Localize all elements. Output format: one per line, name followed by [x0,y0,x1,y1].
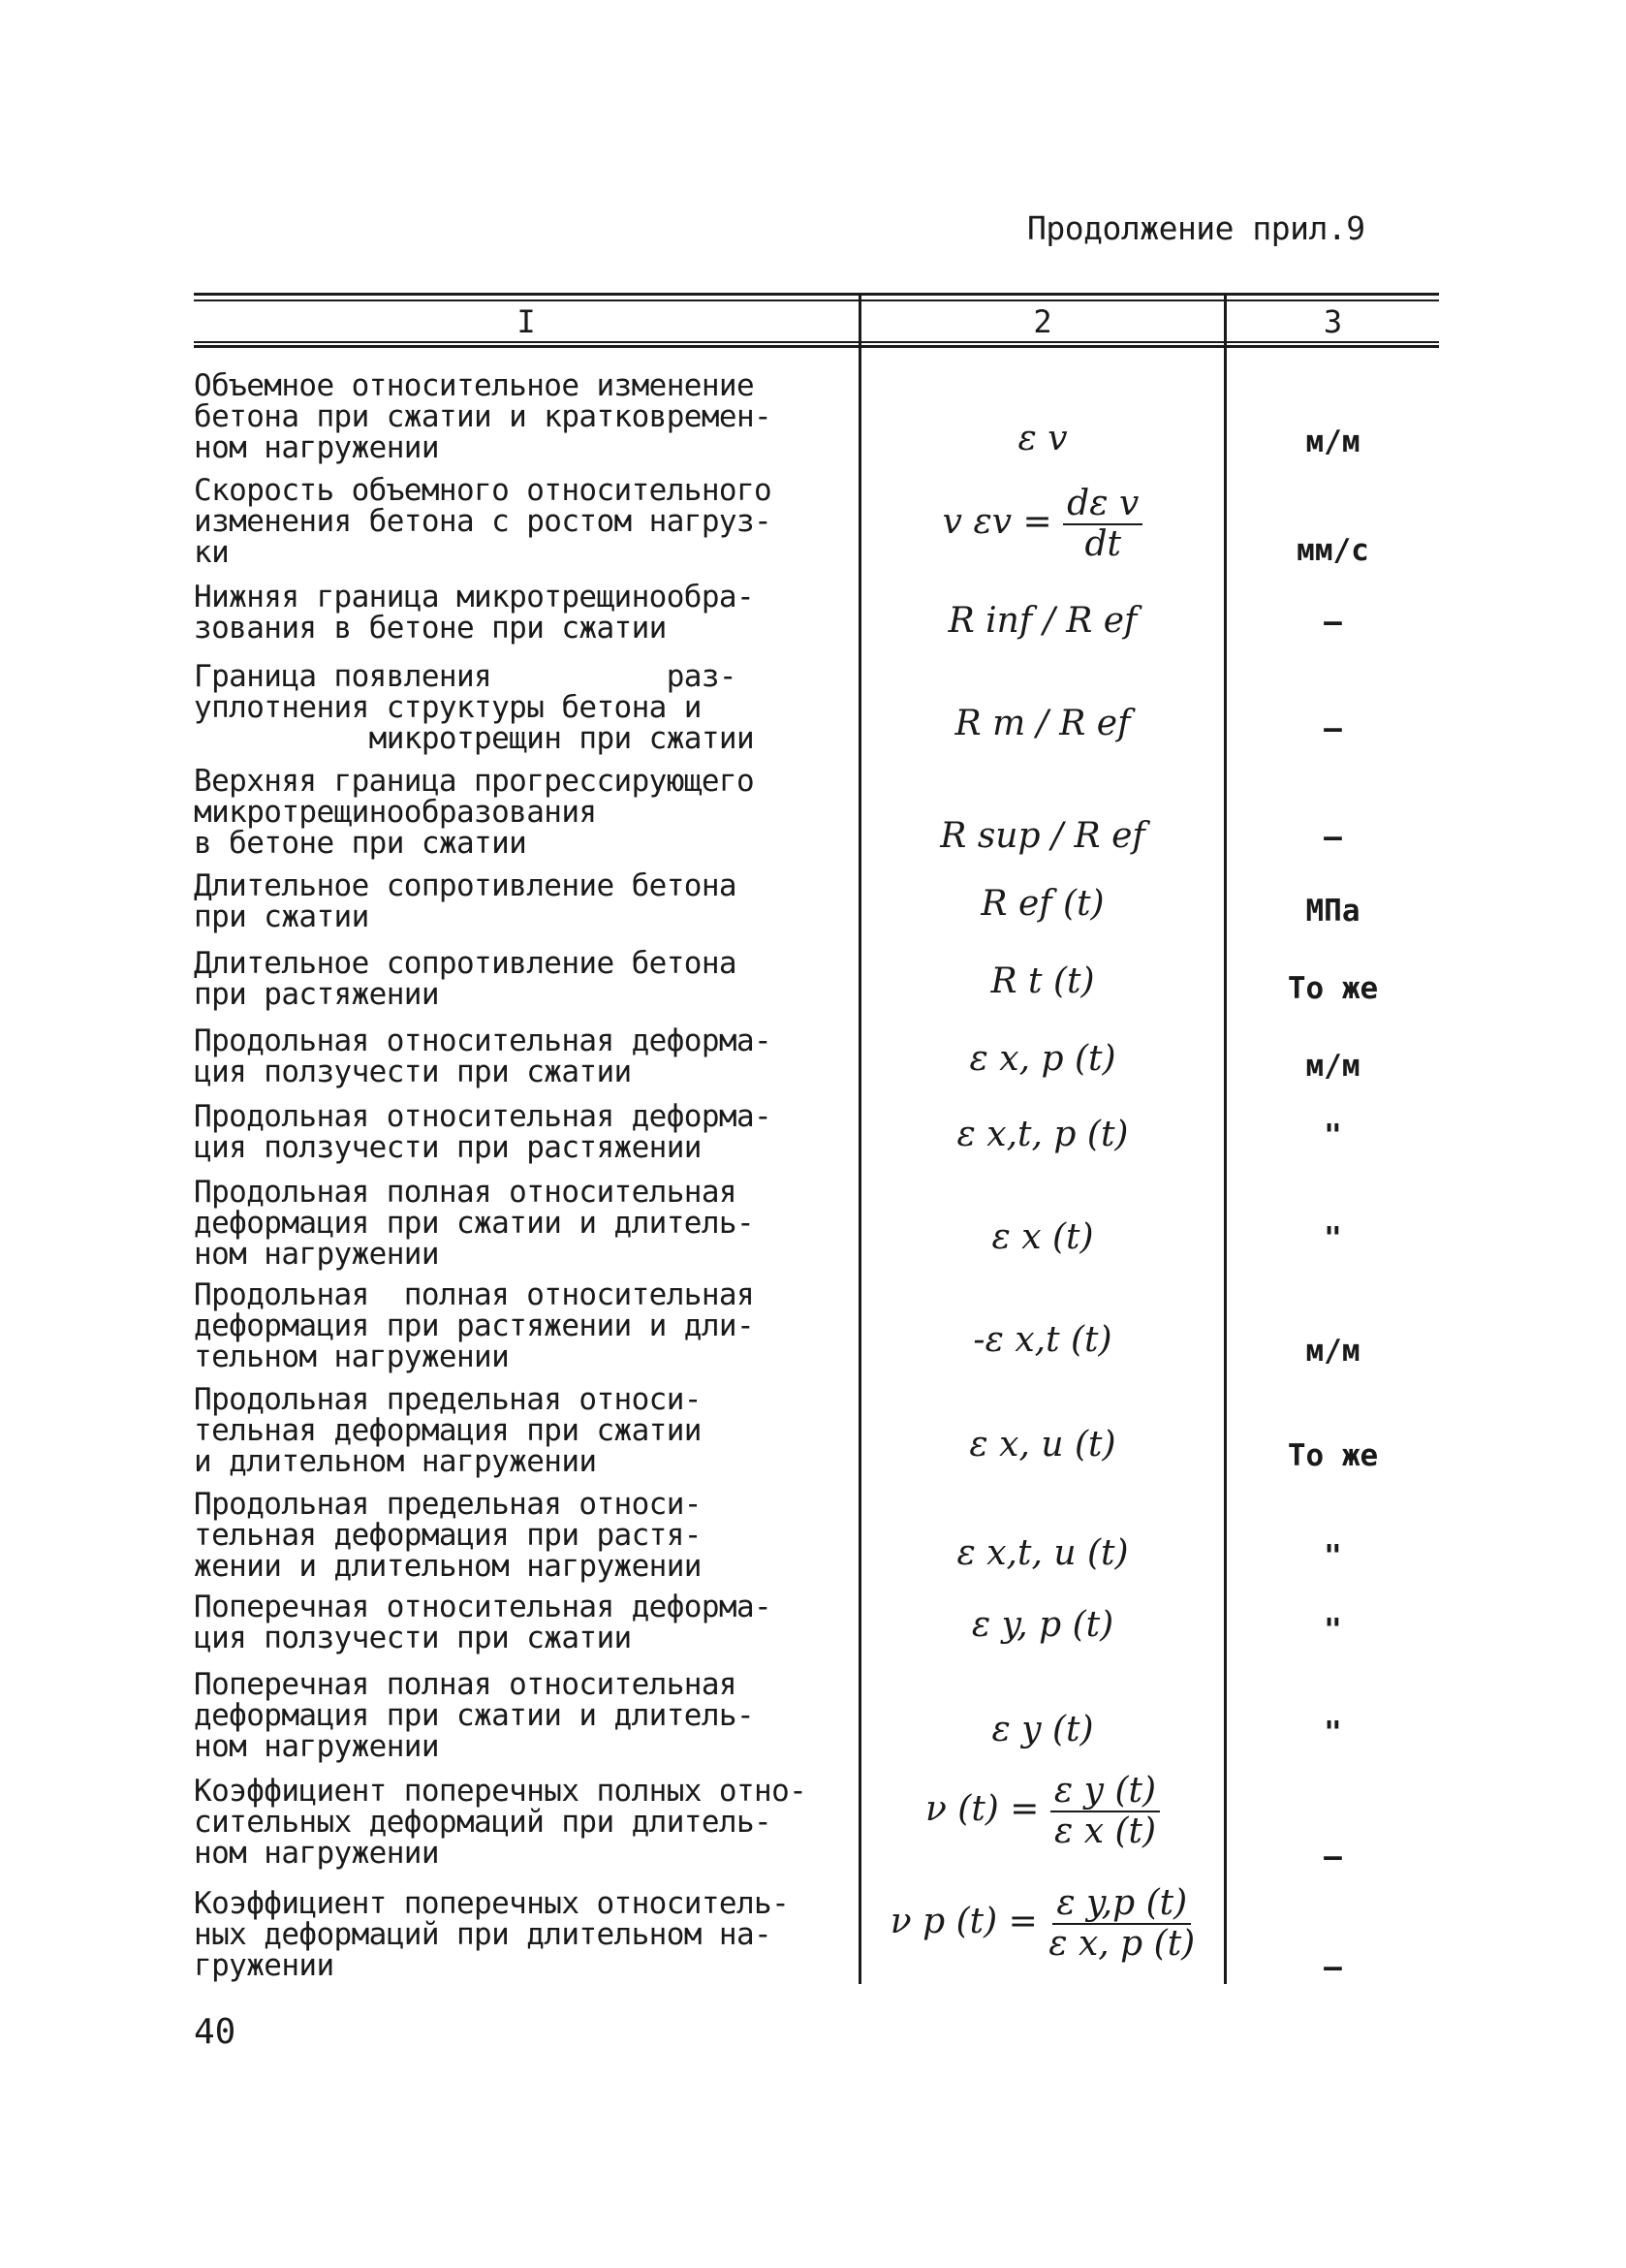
row-formula [861,1884,1224,1964]
row-description: Поперечная полная относительная деформация при сжатии и длитель- ном нагружении [194,1667,755,1764]
row-unit: " [1324,1716,1342,1750]
formula-lhs: v εv = [942,502,1052,542]
row-formula: -ε x,t (t) [973,1320,1112,1360]
row-description: Продольная полная относительная деформация при растяжении и дли- тельном нагружении [194,1277,755,1374]
row-unit: м/м [1305,1049,1360,1084]
formula-numerator: ε y,p (t) [1052,1884,1191,1925]
row-description: Верхняя граница прогрессирующего микротрещинообразования в бетоне при сжатии [194,764,755,861]
table-row [194,1384,1439,1481]
row-formula: R inf / R ef [948,601,1138,641]
table-header-rule-2 [194,345,1439,348]
row-description: Коэффициент поперечных полных отно- сительных деформаций при длитель- ном нагружении [194,1774,807,1871]
table-row [194,1669,1439,1766]
table-row [194,948,1439,1020]
row-description: Продольная предельная относи- тельная деформация при растя- жении и длительном нагружении [194,1487,702,1584]
row-formula [861,485,1224,564]
formula-fraction [1063,485,1142,564]
table-row [194,766,1439,863]
column-header-1: I [516,303,536,340]
row-unit: – [1324,605,1342,640]
table-row [194,1279,1439,1376]
row-formula: ε x, u (t) [969,1425,1116,1465]
formula-numerator: dε v [1063,485,1142,525]
row-unit: МПа [1305,894,1360,929]
row-unit: " [1324,1539,1342,1574]
formula-denominator: dt [1084,524,1121,564]
table-top-rule [194,293,1439,296]
row-formula: R m / R ef [954,704,1131,743]
formula-fraction [1048,1884,1195,1964]
row-formula: ε y (t) [991,1710,1094,1749]
row-unit: " [1324,1613,1342,1648]
row-formula [861,1772,1224,1851]
row-description: Продольная предельная относи- тельная деформация при сжатии и длительном нагружении [194,1382,702,1479]
header-note: Продолжение прил.9 [1027,209,1365,247]
row-formula: R ef (t) [981,884,1105,924]
row-description: Длительное сопротивление бетона при сжатии [194,868,736,934]
row-formula: ε x,t, p (t) [956,1115,1129,1154]
row-description: Продольная относительная деформа- ция ползучести при сжатии [194,1024,772,1089]
parameters-table [194,293,1439,1984]
row-description: Граница появления раз- уплотнения структуры бетона и микротрещин при сжатии [194,659,755,756]
table-row [194,370,1439,467]
formula-denominator: ε x (t) [1053,1811,1157,1851]
table-row [194,1177,1439,1274]
row-formula: ε x (t) [991,1217,1094,1257]
row-formula: R t (t) [990,961,1095,1001]
column-header-2: 2 [1033,303,1052,340]
column-header-3: 3 [1323,303,1343,340]
row-formula: ε x, p (t) [969,1039,1116,1079]
table-row [194,1771,1439,1882]
table-row [194,1025,1439,1097]
row-unit: мм/с [1297,533,1369,568]
table-row [194,475,1439,572]
table-row [194,1489,1439,1586]
row-description: Продольная полная относительная деформация при сжатии и длитель- ном нагружении [194,1175,755,1272]
row-description: Длительное сопротивление бетона при растяжении [194,946,736,1012]
table-top-rule-2 [194,299,1439,301]
table-row [194,582,1439,653]
row-unit: – [1324,1950,1342,1985]
row-description: Коэффициент поперечных относитель- ных деформаций при длительном на- гружении [194,1886,790,1983]
row-unit: " [1324,1118,1342,1153]
row-unit: То же [1287,1438,1379,1473]
row-formula: ε v [1017,419,1068,458]
row-description: Объемное относительное изменение бетона при сжатии и кратковремен- ном нагружении [194,368,772,465]
row-description: Продольная относительная деформа- ция ползучести при растяжении [194,1099,772,1165]
table-row [194,1101,1439,1173]
row-formula: R sup / R ef [940,816,1145,856]
row-unit: То же [1287,971,1379,1006]
row-unit: – [1324,1840,1342,1874]
table-row [194,1591,1439,1663]
formula-lhs: ν p (t) = [890,1902,1038,1941]
row-description: Скорость объемного относительного изменения бетона с ростом нагруз- ки [194,473,772,570]
formula-numerator: ε y (t) [1050,1772,1160,1812]
row-unit: м/м [1305,1334,1360,1369]
formula-fraction [1050,1772,1160,1851]
row-formula: ε y, p (t) [971,1605,1114,1645]
page-number: 40 [194,2012,236,2052]
row-description: Поперечная относительная деформа- ция ползучести при сжатии [194,1590,772,1655]
row-description: Нижняя граница микротрещинообра- зования в бетоне при сжатии [194,580,755,646]
row-unit: – [1324,820,1342,855]
table-header-rule [194,341,1439,343]
formula-lhs: ν (t) = [924,1789,1040,1829]
row-unit: " [1324,1221,1342,1256]
table-row [194,661,1439,758]
row-unit: м/м [1305,425,1360,459]
table-row [194,1883,1439,1985]
row-unit: – [1324,711,1342,746]
table-row [194,870,1439,942]
row-formula: ε x,t, u (t) [956,1533,1129,1573]
formula-denominator: ε x, p (t) [1048,1924,1196,1964]
